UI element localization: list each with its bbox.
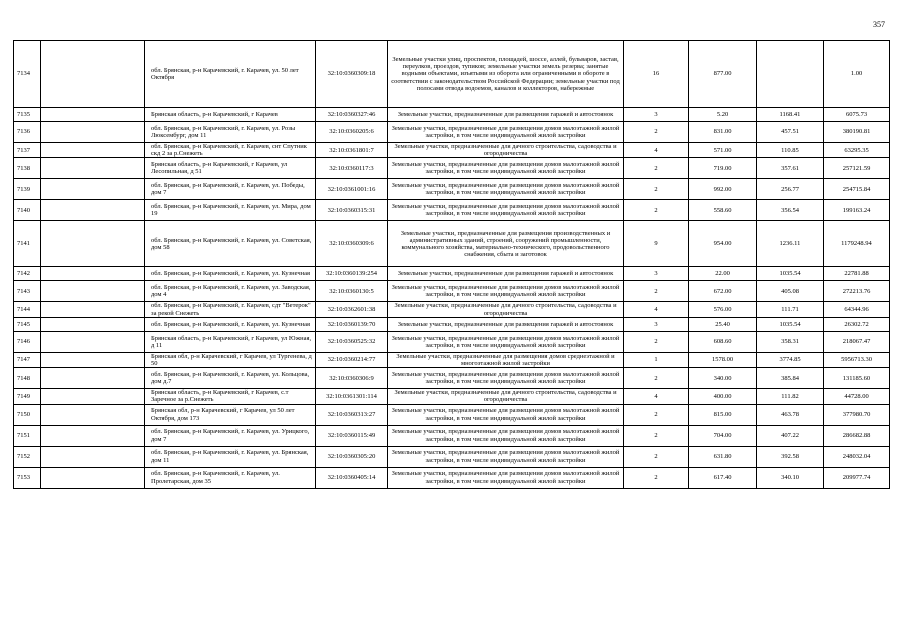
rate-cell: 340.10 bbox=[757, 467, 824, 488]
cadastral-value-cell: 286682.88 bbox=[824, 425, 890, 446]
row-number: 7152 bbox=[14, 446, 41, 467]
address-cell: обл. Брянская, р-н Карачевский, г. Карачев, ул. Советская, дом 58 bbox=[145, 221, 316, 267]
address-cell: обл. Брянская, р-н Карачевский, г. Карачев, ул. Розы Люксембург, дом 11 bbox=[145, 122, 316, 143]
table-row bbox=[14, 281, 890, 302]
address-cell: обл. Брянская, р-н Карачевский, г. Карачев, снт Спутник скд 2 за р.Снежеть bbox=[145, 143, 316, 158]
rate-cell: 256.77 bbox=[757, 179, 824, 200]
row-number: 7137 bbox=[14, 143, 41, 158]
address-cell: Брянская обл, р-н Карачевский, г Карачев, ул Тургенева, д 50 bbox=[145, 352, 316, 367]
table-row bbox=[14, 467, 890, 488]
cadastral-number-cell: 32:10:0360139:70 bbox=[316, 317, 388, 331]
row-number: 7144 bbox=[14, 302, 41, 317]
group-cell: 2 bbox=[624, 200, 689, 221]
table-row bbox=[14, 368, 890, 389]
table-row bbox=[14, 267, 890, 281]
group-cell: 2 bbox=[624, 446, 689, 467]
address-cell: обл. Брянская, р-н Карачевский, г. Карачев, ул. Победы, дом 7 bbox=[145, 179, 316, 200]
address-cell: Брянская область, р-н Карачевский, г Карачев, с.т Заречное за р.Снежеть bbox=[145, 389, 316, 404]
rate-cell: 358.31 bbox=[757, 331, 824, 352]
cadastral-value-cell: 254715.84 bbox=[824, 179, 890, 200]
table-row bbox=[14, 143, 890, 158]
area-cell: 617.40 bbox=[689, 467, 757, 488]
cadastral-number-cell: 32:10:0360130:5 bbox=[316, 281, 388, 302]
group-cell: 2 bbox=[624, 122, 689, 143]
group-cell: 2 bbox=[624, 425, 689, 446]
rate-cell: 405.08 bbox=[757, 281, 824, 302]
row-number: 7153 bbox=[14, 467, 41, 488]
cadastral-value-cell: 248032.04 bbox=[824, 446, 890, 467]
group-cell: 2 bbox=[624, 179, 689, 200]
cadastral-value-cell: 5956713.30 bbox=[824, 352, 890, 367]
empty-cell bbox=[41, 302, 145, 317]
area-cell: 608.60 bbox=[689, 331, 757, 352]
row-number: 7151 bbox=[14, 425, 41, 446]
empty-cell bbox=[41, 281, 145, 302]
row-number: 7135 bbox=[14, 108, 41, 122]
empty-cell bbox=[41, 200, 145, 221]
empty-cell bbox=[41, 352, 145, 367]
land-use-cell: Земельные участки, предназначенные для размещения домов малоэтажной жилой застройки, в том числе индивидуальной жилой застройки bbox=[388, 425, 624, 446]
table-row bbox=[14, 317, 890, 331]
address-cell: обл. Брянская, р-н Карачевский, г. Карачев, сдт "Ветерок" за рекой Снежеть bbox=[145, 302, 316, 317]
empty-cell bbox=[41, 108, 145, 122]
row-number: 7146 bbox=[14, 331, 41, 352]
land-use-cell: Земельные участки, предназначенные для размещения домов малоэтажной жилой застройки, в том числе индивидуальной жилой застройки bbox=[388, 368, 624, 389]
empty-cell bbox=[41, 179, 145, 200]
area-cell: 571.00 bbox=[689, 143, 757, 158]
empty-cell bbox=[41, 425, 145, 446]
cadastral-number-cell: 32:10:0360117:3 bbox=[316, 158, 388, 179]
rate-cell: 110.85 bbox=[757, 143, 824, 158]
row-number: 7149 bbox=[14, 389, 41, 404]
group-cell: 3 bbox=[624, 317, 689, 331]
land-use-cell: Земельные участки, предназначенные для размещения гаражей и автостоянок bbox=[388, 108, 624, 122]
cadastral-value-cell: 377980.70 bbox=[824, 404, 890, 425]
empty-cell bbox=[41, 122, 145, 143]
cadastral-value-cell: 6075.73 bbox=[824, 108, 890, 122]
empty-cell bbox=[41, 317, 145, 331]
rate-cell: 385.84 bbox=[757, 368, 824, 389]
rate-cell: 356.54 bbox=[757, 200, 824, 221]
row-number: 7143 bbox=[14, 281, 41, 302]
group-cell: 2 bbox=[624, 331, 689, 352]
area-cell: 672.00 bbox=[689, 281, 757, 302]
table-row bbox=[14, 179, 890, 200]
cadastral-value-cell: 272213.76 bbox=[824, 281, 890, 302]
empty-cell bbox=[41, 331, 145, 352]
group-cell: 16 bbox=[624, 41, 689, 108]
empty-cell bbox=[41, 467, 145, 488]
cadastral-value-cell: 44728.00 bbox=[824, 389, 890, 404]
table-row bbox=[14, 122, 890, 143]
row-number: 7141 bbox=[14, 221, 41, 267]
cadastral-number-cell: 32:10:0360309:18 bbox=[316, 41, 388, 108]
area-cell: 400.00 bbox=[689, 389, 757, 404]
cadastral-value-cell: 209977.74 bbox=[824, 467, 890, 488]
area-cell: 558.60 bbox=[689, 200, 757, 221]
area-cell: 954.00 bbox=[689, 221, 757, 267]
cadastral-value-cell: 199163.24 bbox=[824, 200, 890, 221]
group-cell: 4 bbox=[624, 389, 689, 404]
group-cell: 2 bbox=[624, 158, 689, 179]
area-cell: 576.00 bbox=[689, 302, 757, 317]
cadastral-number-cell: 32:10:0360306:9 bbox=[316, 368, 388, 389]
cadastral-value-cell: 64344.96 bbox=[824, 302, 890, 317]
row-number: 7142 bbox=[14, 267, 41, 281]
table-row bbox=[14, 108, 890, 122]
cadastral-value-cell: 131185.60 bbox=[824, 368, 890, 389]
area-cell: 5.20 bbox=[689, 108, 757, 122]
cadastral-number-cell: 32:10:0360327:46 bbox=[316, 108, 388, 122]
cadastral-number-cell: 32:10:0360205:6 bbox=[316, 122, 388, 143]
row-number: 7147 bbox=[14, 352, 41, 367]
cadastral-value-cell: 26302.72 bbox=[824, 317, 890, 331]
land-use-cell: Земельные участки, предназначенные для размещения производственных и административных зданий, строений, сооружений промышленности, коммунального хозяйства, материально-технического, продовольственного снабжения, сбыта и заготовок bbox=[388, 221, 624, 267]
cadastral-number-cell: 32:10:0360525:32 bbox=[316, 331, 388, 352]
table-row bbox=[14, 425, 890, 446]
group-cell: 3 bbox=[624, 108, 689, 122]
land-use-cell: Земельные участки, предназначенные для дачного строительства, садоводства и огородничества bbox=[388, 389, 624, 404]
cadastral-value-cell: 22781.88 bbox=[824, 267, 890, 281]
empty-cell bbox=[41, 446, 145, 467]
rate-cell: 392.58 bbox=[757, 446, 824, 467]
empty-cell bbox=[41, 143, 145, 158]
group-cell: 9 bbox=[624, 221, 689, 267]
area-cell: 704.00 bbox=[689, 425, 757, 446]
table-row bbox=[14, 331, 890, 352]
land-use-cell: Земельные участки улиц, проспектов, площадей, шоссе, аллей, бульваров, застав, переулков, проездов, тупиков; земельные участки земель резерва; занятые водными объектами, изъятыми из оборота или ограниченными в обороте в соответствии с законодательством Российской Федерации; земельные участки под полосами отвода водоемов, каналов и коллекторов, набережные bbox=[388, 41, 624, 108]
rate-cell: 111.82 bbox=[757, 389, 824, 404]
land-use-cell: Земельные участки, предназначенные для размещения домов малоэтажной жилой застройки, в том числе индивидуальной жилой застройки bbox=[388, 281, 624, 302]
empty-cell bbox=[41, 158, 145, 179]
row-number: 7134 bbox=[14, 41, 41, 108]
empty-cell bbox=[41, 404, 145, 425]
page-number: 357 bbox=[873, 20, 885, 29]
address-cell: обл. Брянская, р-н Карачевский, г. Карачев, ул. Кольцова, дом д.7 bbox=[145, 368, 316, 389]
cadastral-number-cell: 32:10:0360315:31 bbox=[316, 200, 388, 221]
group-cell: 4 bbox=[624, 143, 689, 158]
rate-cell: 463.78 bbox=[757, 404, 824, 425]
area-cell: 631.80 bbox=[689, 446, 757, 467]
address-cell: Брянская область, р-н Карачевский, г Карачев, ул Лесопильная, д 51 bbox=[145, 158, 316, 179]
area-cell: 877.00 bbox=[689, 41, 757, 108]
table-row bbox=[14, 158, 890, 179]
cadastral-number-cell: 32:10:0360309:6 bbox=[316, 221, 388, 267]
cadastral-number-cell: 32:10:0360313:27 bbox=[316, 404, 388, 425]
cadastral-value-table bbox=[13, 40, 890, 489]
rate-cell: 1035.54 bbox=[757, 267, 824, 281]
row-number: 7138 bbox=[14, 158, 41, 179]
cadastral-number-cell: 32:10:0362601:38 bbox=[316, 302, 388, 317]
row-number: 7145 bbox=[14, 317, 41, 331]
rate-cell: 1168.41 bbox=[757, 108, 824, 122]
table-row bbox=[14, 389, 890, 404]
address-cell: обл. Брянская, р-н Карачевский, г. Карачев, ул. Заводская, дом 4 bbox=[145, 281, 316, 302]
land-use-cell: Земельные участки, предназначенные для размещения домов малоэтажной жилой застройки, в том числе индивидуальной жилой застройки bbox=[388, 122, 624, 143]
rate-cell: 111.71 bbox=[757, 302, 824, 317]
row-number: 7140 bbox=[14, 200, 41, 221]
table-row bbox=[14, 302, 890, 317]
land-use-cell: Земельные участки, предназначенные для размещения гаражей и автостоянок bbox=[388, 317, 624, 331]
address-cell: обл. Брянская, р-н Карачевский, г. Карачев, ул. Кузнечная bbox=[145, 317, 316, 331]
rate-cell: 357.61 bbox=[757, 158, 824, 179]
cadastral-value-cell: 218067.47 bbox=[824, 331, 890, 352]
group-cell: 4 bbox=[624, 302, 689, 317]
empty-cell bbox=[41, 221, 145, 267]
cadastral-number-cell: 32:10:0360214:77 bbox=[316, 352, 388, 367]
cadastral-number-cell: 32:10:0361301:114 bbox=[316, 389, 388, 404]
area-cell: 22.00 bbox=[689, 267, 757, 281]
cadastral-number-cell: 32:10:0360115:49 bbox=[316, 425, 388, 446]
table-row bbox=[14, 41, 890, 108]
land-use-cell: Земельные участки, предназначенные для размещения домов малоэтажной жилой застройки, в том числе индивидуальной жилой застройки bbox=[388, 179, 624, 200]
land-use-cell: Земельные участки, предназначенные для дачного строительства, садоводства и огородничества bbox=[388, 302, 624, 317]
land-use-cell: Земельные участки, предназначенные для размещения домов малоэтажной жилой застройки, в том числе индивидуальной жилой застройки bbox=[388, 331, 624, 352]
cadastral-number-cell: 32:10:0360305:20 bbox=[316, 446, 388, 467]
empty-cell bbox=[41, 267, 145, 281]
empty-cell bbox=[41, 389, 145, 404]
area-cell: 992.00 bbox=[689, 179, 757, 200]
group-cell: 2 bbox=[624, 368, 689, 389]
rate-cell: 407.22 bbox=[757, 425, 824, 446]
row-number: 7139 bbox=[14, 179, 41, 200]
land-use-cell: Земельные участки, предназначенные для размещения домов малоэтажной жилой застройки, в том числе индивидуальной жилой застройки bbox=[388, 158, 624, 179]
row-number: 7150 bbox=[14, 404, 41, 425]
area-cell: 831.00 bbox=[689, 122, 757, 143]
area-cell: 719.00 bbox=[689, 158, 757, 179]
cadastral-number-cell: 32:10:0360405:14 bbox=[316, 467, 388, 488]
area-cell: 1578.00 bbox=[689, 352, 757, 367]
cadastral-value-cell: 257121.59 bbox=[824, 158, 890, 179]
land-use-cell: Земельные участки, предназначенные для размещения домов малоэтажной жилой застройки, в том числе индивидуальной жилой застройки bbox=[388, 404, 624, 425]
address-cell: обл. Брянская, р-н Карачевский, г. Карачев, ул. Пролетарская, дом 35 bbox=[145, 467, 316, 488]
area-cell: 815.00 bbox=[689, 404, 757, 425]
cadastral-value-cell: 1.00 bbox=[824, 41, 890, 108]
empty-cell bbox=[41, 41, 145, 108]
group-cell: 2 bbox=[624, 281, 689, 302]
area-cell: 340.00 bbox=[689, 368, 757, 389]
cadastral-value-cell: 1179248.94 bbox=[824, 221, 890, 267]
address-cell: обл. Брянская, р-н Карачевский, г. Карачев, ул. 50 лет Октября bbox=[145, 41, 316, 108]
table-row bbox=[14, 352, 890, 367]
row-number: 7148 bbox=[14, 368, 41, 389]
rate-cell bbox=[757, 41, 824, 108]
cadastral-value-cell: 380190.81 bbox=[824, 122, 890, 143]
address-cell: Брянская область, р-н Карачевский, г Карачев bbox=[145, 108, 316, 122]
land-use-cell: Земельные участки, предназначенные для размещения домов малоэтажной жилой застройки, в том числе индивидуальной жилой застройки bbox=[388, 200, 624, 221]
rate-cell: 457.51 bbox=[757, 122, 824, 143]
rate-cell: 1035.54 bbox=[757, 317, 824, 331]
land-use-cell: Земельные участки, предназначенные для дачного строительства, садоводства и огородничества bbox=[388, 143, 624, 158]
address-cell: обл. Брянская, р-н Карачевский, г. Карачев, ул. Кузнечная bbox=[145, 267, 316, 281]
land-use-cell: Земельные участки, предназначенные для размещения гаражей и автостоянок bbox=[388, 267, 624, 281]
cadastral-number-cell: 32:10:0360139:254 bbox=[316, 267, 388, 281]
table-row bbox=[14, 404, 890, 425]
cadastral-value-cell: 63295.35 bbox=[824, 143, 890, 158]
address-cell: Брянская обл, р-н Карачевский, г Карачев, ул 50 лет Октября, дом 173 bbox=[145, 404, 316, 425]
group-cell: 1 bbox=[624, 352, 689, 367]
address-cell: обл. Брянская, р-н Карачевский, г. Карачев, ул. Урицкого, дом 7 bbox=[145, 425, 316, 446]
address-cell: обл. Брянская, р-н Карачевский, г. Карачев, ул. Брянская, дом 11 bbox=[145, 446, 316, 467]
rate-cell: 3774.85 bbox=[757, 352, 824, 367]
address-cell: обл. Брянская, р-н Карачевский, г. Карачев, ул. Мира, дом 19 bbox=[145, 200, 316, 221]
land-use-cell: Земельные участки, предназначенные для размещения домов малоэтажной жилой застройки, в том числе индивидуальной жилой застройки bbox=[388, 467, 624, 488]
table-row bbox=[14, 221, 890, 267]
area-cell: 25.40 bbox=[689, 317, 757, 331]
empty-cell bbox=[41, 368, 145, 389]
cadastral-number-cell: 32:10:0361001:16 bbox=[316, 179, 388, 200]
table-row bbox=[14, 200, 890, 221]
group-cell: 3 bbox=[624, 267, 689, 281]
group-cell: 2 bbox=[624, 467, 689, 488]
table-row bbox=[14, 446, 890, 467]
address-cell: Брянская область, р-н Карачевский, г Карачев, ул Южная, д 11 bbox=[145, 331, 316, 352]
rate-cell: 1236.11 bbox=[757, 221, 824, 267]
land-use-cell: Земельные участки, предназначенные для размещения домов малоэтажной жилой застройки, в том числе индивидуальной жилой застройки bbox=[388, 446, 624, 467]
cadastral-number-cell: 32:10:0361801:7 bbox=[316, 143, 388, 158]
group-cell: 2 bbox=[624, 404, 689, 425]
land-use-cell: Земельные участки, предназначенные для размещения домов среднеэтажной и многоэтажной жилой застройки bbox=[388, 352, 624, 367]
row-number: 7136 bbox=[14, 122, 41, 143]
